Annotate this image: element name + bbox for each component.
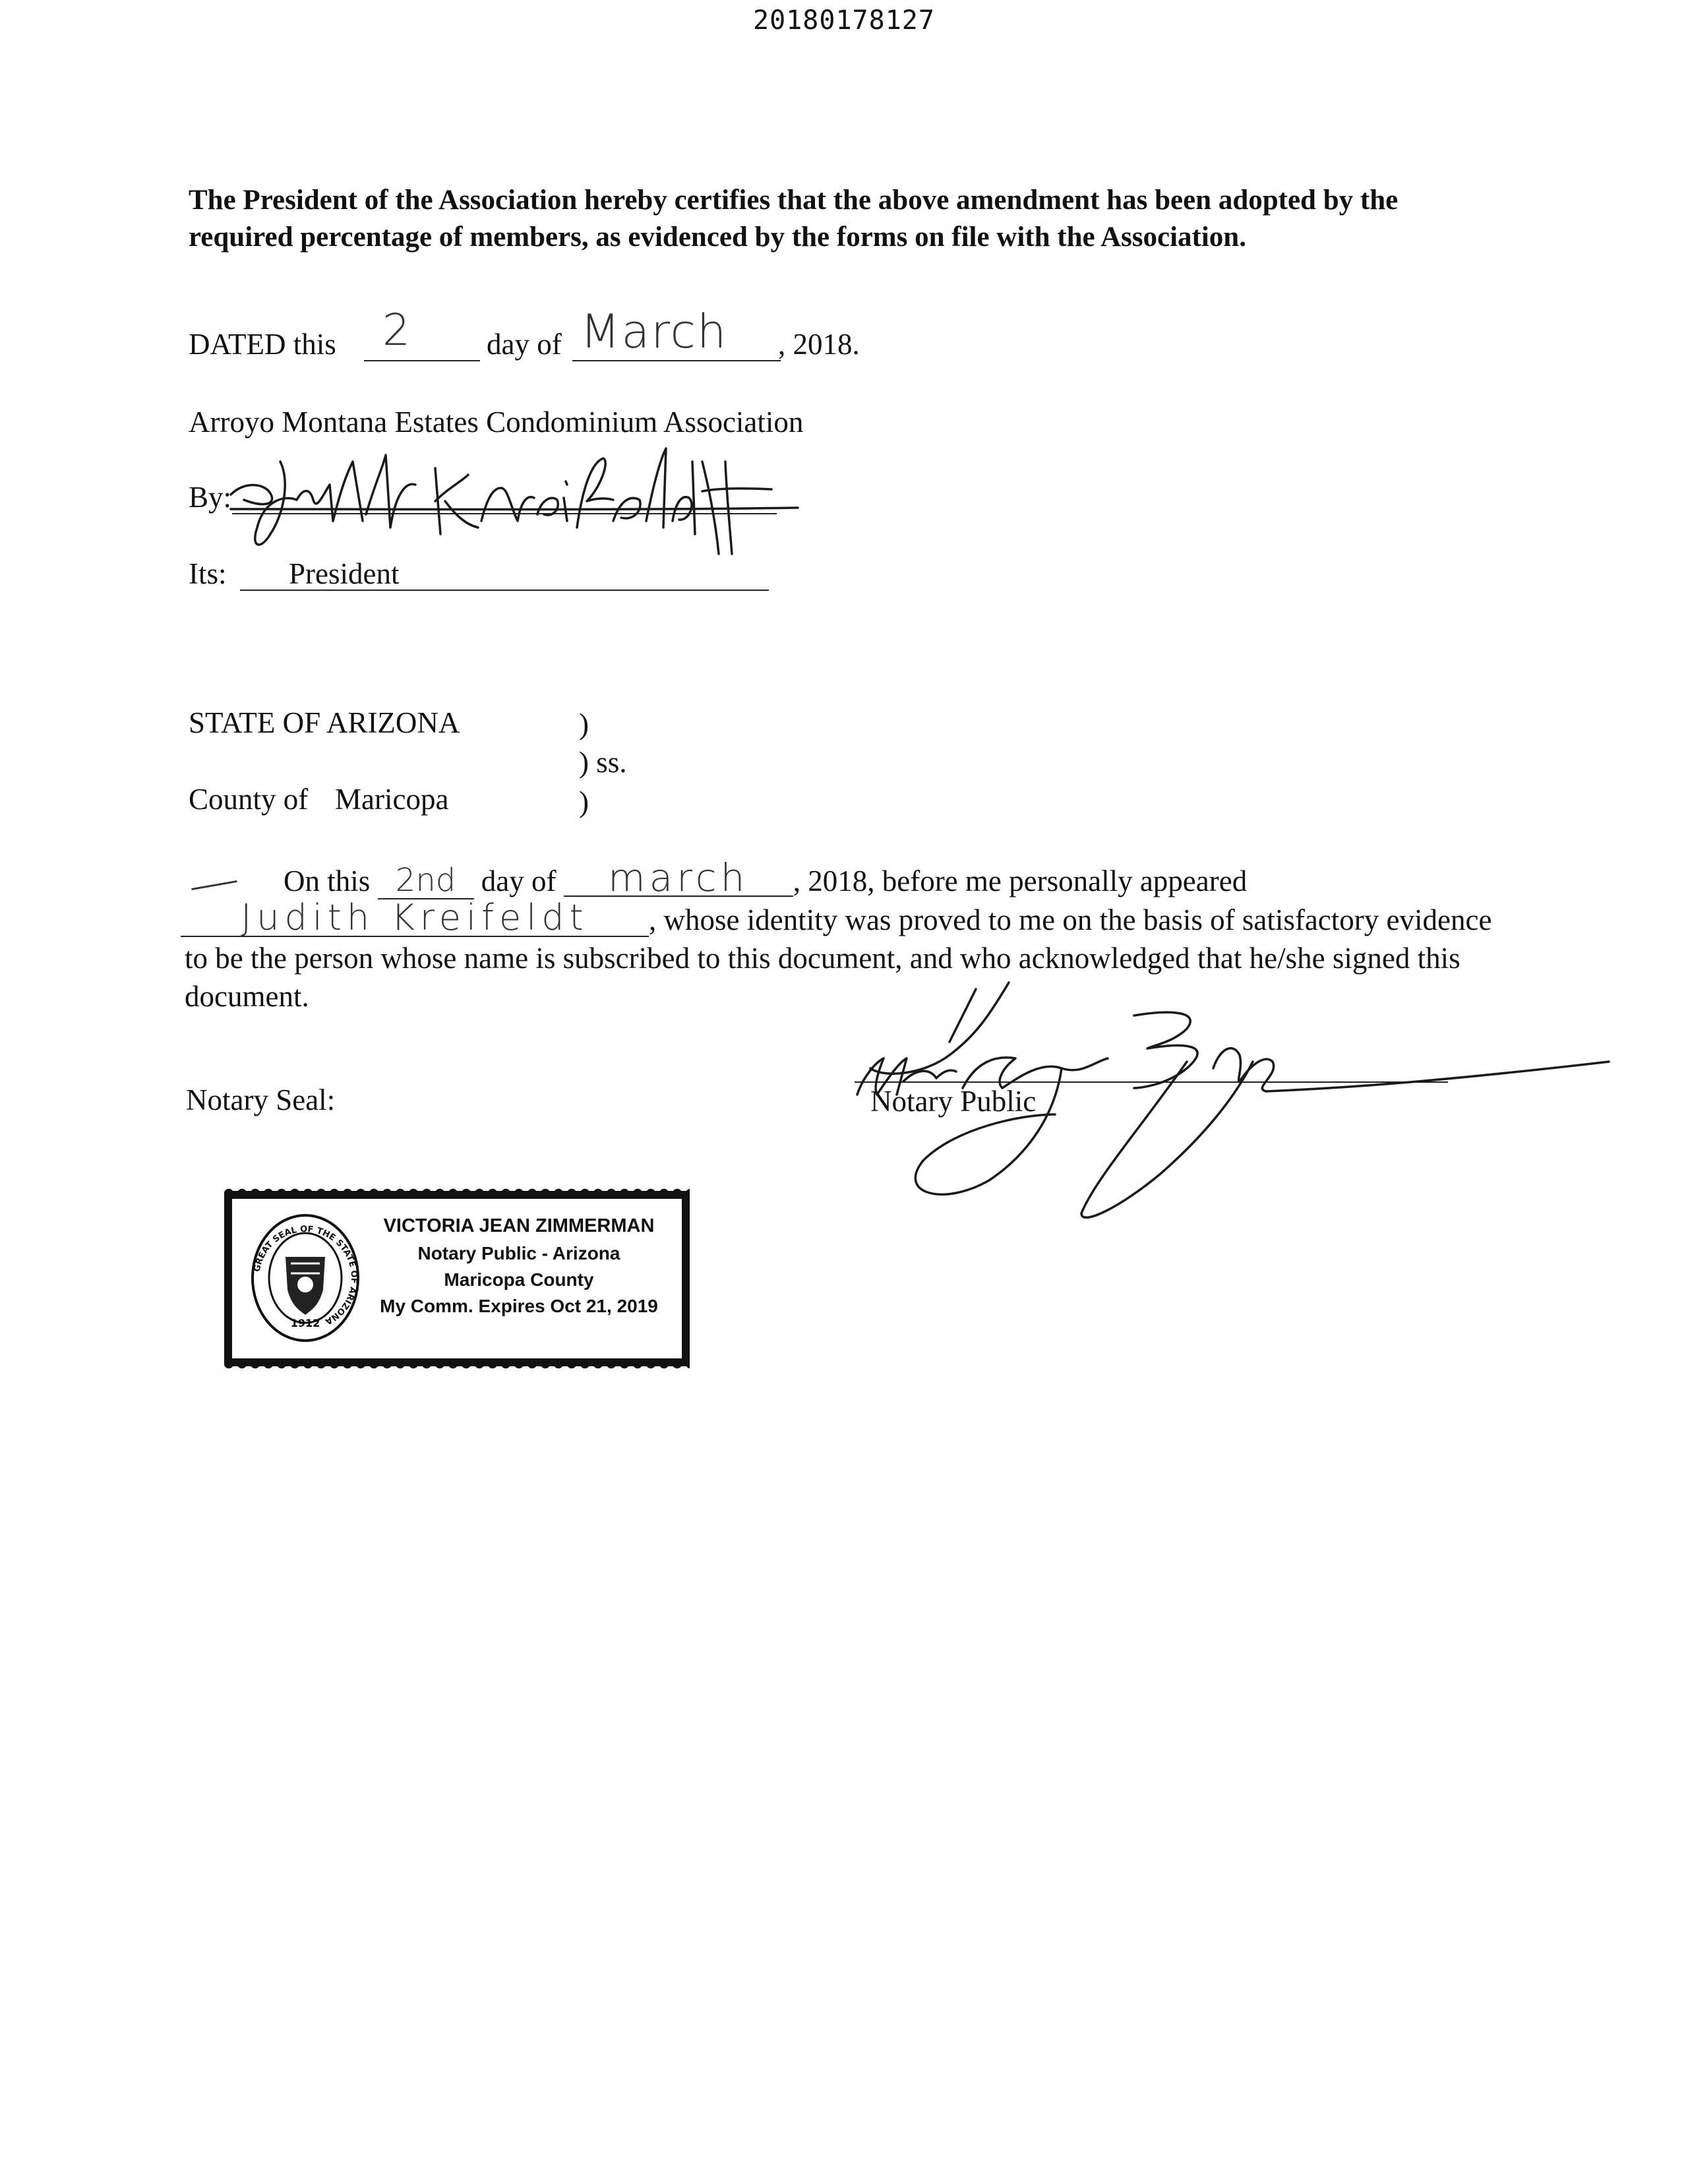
arizona-state-seal-emblem xyxy=(249,1211,361,1346)
certification-paragraph: The President of the Association hereby certifies that the above amendment has been adopted by the required percentage of members, as evidenced by the forms on file with the Association. xyxy=(189,185,1399,253)
its-value: President xyxy=(289,557,400,590)
venue-paren-bottom: ) xyxy=(579,785,589,818)
dated-prefix: DATED this xyxy=(189,328,336,361)
ack-month-handwritten: march xyxy=(564,860,793,897)
dated-month-handwritten: March xyxy=(580,305,728,359)
notary-seal-stamp xyxy=(224,1191,690,1366)
dated-month-blank xyxy=(572,360,781,361)
ack-year-clause: , 2018, before me personally appeared xyxy=(793,864,1248,897)
seal-notary-name: VICTORIA JEAN ZIMMERMAN xyxy=(383,1215,655,1236)
notary-public-label: Notary Public xyxy=(870,1085,1037,1118)
seal-notary-title: Notary Public - Arizona xyxy=(417,1243,620,1263)
ack-person-handwritten: Judith Kreifeldt xyxy=(181,900,649,937)
dated-year: , 2018. xyxy=(778,328,860,361)
venue-paren-top: ) xyxy=(579,708,589,741)
notary-seal-label: Notary Seal: xyxy=(186,1083,336,1116)
venue-county-label: County of xyxy=(189,783,309,816)
ack-rest: , whose identity was proved to me on the basis of satisfactory evidence to be the person whose name is subscribed to this document, and who acknowledged that he/she signed this document. xyxy=(185,903,1492,1013)
ack-day-of: day of xyxy=(481,864,557,897)
ack-on-this: On this xyxy=(284,864,371,897)
seal-commission-expires: My Comm. Expires Oct 21, 2019 xyxy=(380,1296,658,1316)
venue-state: STATE OF ARIZONA xyxy=(189,706,460,739)
venue-county: Maricopa xyxy=(335,783,449,816)
ack-day-handwritten: 2nd xyxy=(378,863,474,899)
seal-county: Maricopa County xyxy=(444,1269,594,1290)
seal-emblem-year: 1912 xyxy=(290,1317,320,1329)
dated-day-blank xyxy=(364,360,480,361)
association-name: Arroyo Montana Estates Condominium Association xyxy=(189,406,804,439)
notary-signature xyxy=(844,963,1622,1240)
dated-day-handwritten: 2 xyxy=(382,305,410,355)
president-signature xyxy=(218,422,811,567)
venue-ss: ) ss. xyxy=(579,746,627,779)
its-label: Its: xyxy=(189,557,227,590)
recording-number: 20180178127 xyxy=(753,5,935,36)
dated-day-of: day of xyxy=(487,328,562,361)
seal-emblem-ring-text: GREAT SEAL OF THE STATE OF ARIZONA xyxy=(252,1224,359,1327)
by-label: By: xyxy=(189,481,232,514)
